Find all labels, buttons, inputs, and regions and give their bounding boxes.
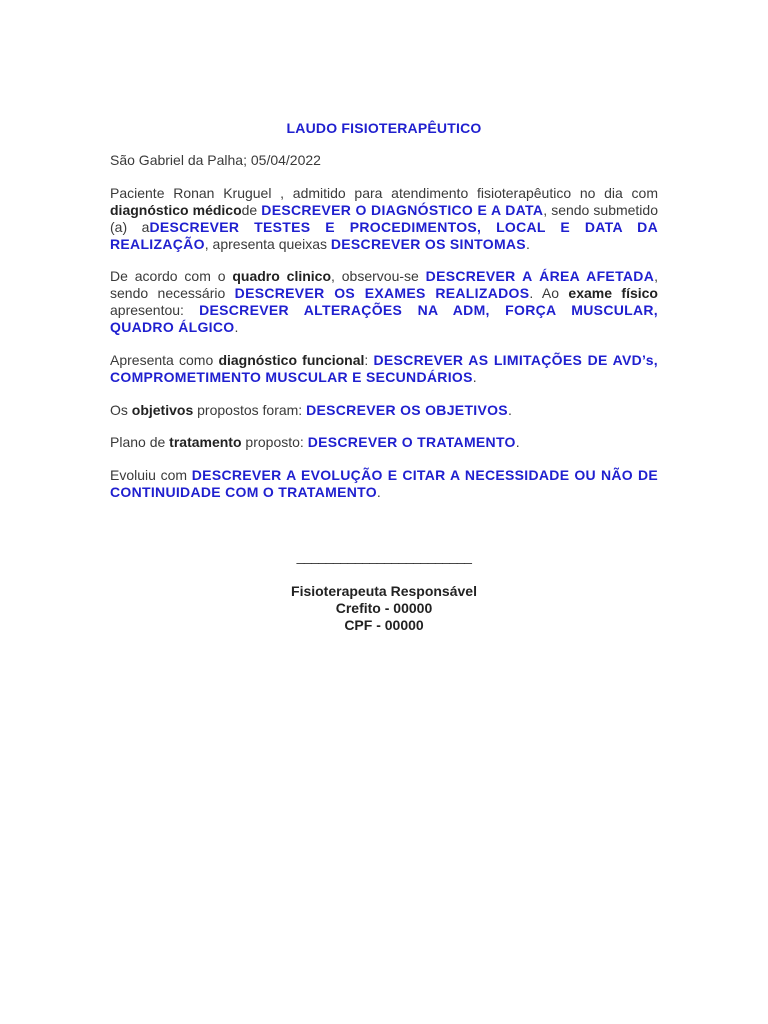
bold-term: quadro clinico (232, 268, 332, 284)
text-segment: , sendo submetido (a) a (110, 202, 658, 235)
placeholder-text: DESCREVER A EVOLUÇÃO E CITAR A NECESSIDADE OU NÃO DE CONTINUIDADE COM O TRATAMENTO (110, 467, 658, 500)
bold-term: diagnóstico médico (110, 202, 242, 218)
placeholder-text: DESCREVER OS OBJETIVOS (306, 402, 508, 418)
placeholder-text: DESCREVER O TRATAMENTO (307, 434, 516, 450)
text-segment: : (364, 352, 374, 368)
placeholder-text: DESCREVER OS SINTOMAS (330, 236, 526, 252)
paragraph-clinical-picture (110, 268, 658, 336)
text-segment: , apresenta queixas (204, 236, 331, 252)
text-segment: . Ao (529, 285, 569, 301)
text-segment: Paciente Ronan Kruguel , admitido para atendimento fisioterapêutico no dia com (110, 185, 658, 201)
text-segment: , sendo necessário (110, 268, 659, 301)
placeholder-text: DESCREVER O DIAGNÓSTICO E A DATA (261, 202, 544, 218)
placeholder-text: DESCREVER ALTERAÇÕES NA ADM, FORÇA MUSCULAR, QUADRO ÁLGICO (110, 302, 658, 335)
bold-term: exame físico (568, 285, 658, 301)
text-segment: De acordo com o (110, 268, 233, 284)
paragraph-functional-diagnosis (110, 352, 658, 386)
text-segment: . (525, 236, 530, 252)
text-segment: . (234, 319, 239, 335)
text-segment: Os (110, 402, 132, 418)
bold-term: tratamento (169, 434, 242, 450)
text-segment: . (515, 434, 520, 450)
placeholder-text: DESCREVER A ÁREA AFETADA (425, 268, 655, 284)
text-segment: Plano de (110, 434, 170, 450)
text-segment: . (376, 484, 381, 500)
signature-role: Fisioterapeuta Responsável (291, 583, 477, 599)
paragraph-evolution (110, 467, 658, 501)
signature-crefito: Crefito - 00000 (335, 600, 433, 616)
placeholder-text: DESCREVER AS LIMITAÇÕES DE AVD’s, COMPROMETIMENTO MUSCULAR E SECUNDÁRIOS (110, 352, 658, 385)
text-segment: Apresenta como (110, 352, 219, 368)
bold-term: diagnóstico funcional (218, 352, 365, 368)
document-title: LAUDO FISIOTERAPÊUTICO (286, 120, 482, 136)
paragraph-objectives (110, 402, 658, 419)
text-segment: proposto: (241, 434, 308, 450)
text-segment: de (241, 202, 262, 218)
text-segment: Evoluiu com (110, 467, 192, 483)
text-segment: apresentou: (110, 302, 200, 318)
text-segment: propostos foram: (193, 402, 307, 418)
text-segment: . (472, 369, 477, 385)
signature-line: ________________________ (296, 548, 472, 564)
signature-cpf: CPF - 00000 (344, 617, 424, 633)
placeholder-text: DESCREVER OS EXAMES REALIZADOS (234, 285, 530, 301)
paragraph-treatment-plan (110, 434, 658, 451)
text-segment: , observou-se (331, 268, 426, 284)
placeholder-text: DESCREVER TESTES E PROCEDIMENTOS, LOCAL E DATA DA REALIZAÇÃO (110, 219, 659, 252)
bold-term: objetivos (131, 402, 194, 418)
text-segment: . (507, 402, 512, 418)
paragraph-patient-diagnosis (110, 185, 658, 253)
signature-block (0, 548, 768, 634)
location-date: São Gabriel da Palha; 05/04/2022 (110, 152, 321, 168)
